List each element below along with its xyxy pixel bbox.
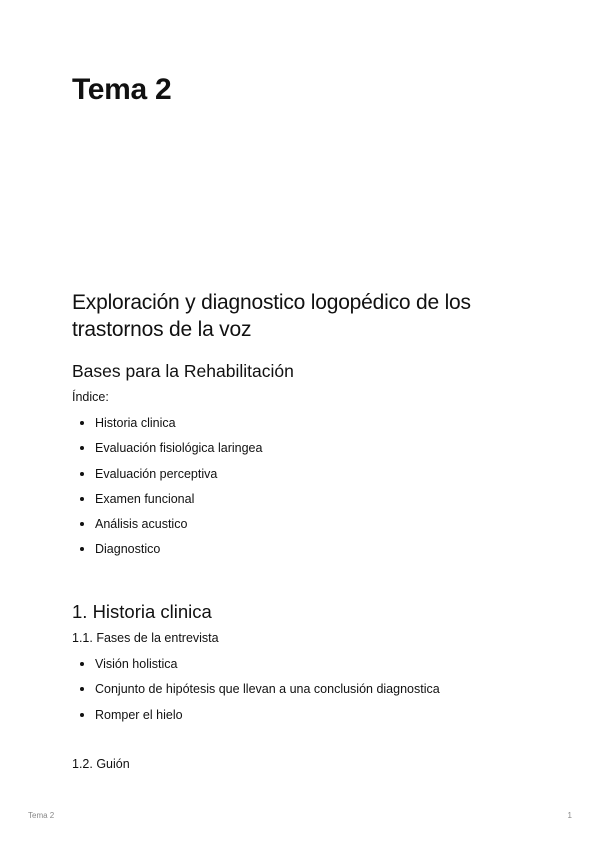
- index-label: Índice:: [72, 390, 109, 404]
- historia-heading: 1. Historia clinica: [72, 601, 212, 622]
- list-item: [72, 707, 440, 723]
- bullet-icon: [80, 687, 84, 691]
- page-title: Tema 2: [72, 73, 172, 106]
- fases-item-label: Romper el hielo: [95, 707, 183, 722]
- list-item: [72, 466, 262, 482]
- index-item-label: Historia clinica: [95, 416, 176, 430]
- footer-title: Tema 2: [28, 811, 55, 820]
- index-item-label: Evaluación fisiológica laringea: [95, 441, 263, 456]
- index-item-label: Análisis acustico: [95, 517, 188, 532]
- list-item: [72, 415, 262, 431]
- index-item-label: Evaluación perceptiva: [95, 466, 218, 481]
- fases-list: [72, 656, 440, 732]
- list-item: [72, 681, 440, 697]
- bullet-icon: [80, 421, 84, 425]
- bullet-icon: [80, 446, 84, 450]
- list-item: [72, 516, 262, 532]
- guion-label: 1.2. Guión: [72, 757, 130, 771]
- index-item-label: Diagnostico: [95, 542, 161, 557]
- subsection-title: Bases para la Rehabilitación: [72, 361, 294, 381]
- list-item: [72, 491, 262, 507]
- list-item: [72, 440, 262, 456]
- index-item-label: Examen funcional: [95, 491, 195, 506]
- index-list: [72, 415, 262, 567]
- fases-item-label: Visión holistica: [95, 657, 178, 671]
- section-title: Exploración y diagnostico logopédico de los trastornos de la voz: [72, 291, 471, 341]
- page-number: 1: [567, 811, 572, 820]
- fases-label: 1.1. Fases de la entrevista: [72, 631, 219, 645]
- bullet-icon: [80, 472, 84, 476]
- bullet-icon: [80, 522, 84, 526]
- bullet-icon: [80, 497, 84, 501]
- list-item: [72, 656, 440, 672]
- bullet-icon: [80, 662, 84, 666]
- bullet-icon: [80, 713, 84, 717]
- fases-item-label: Conjunto de hipótesis que llevan a una conclusión diagnostica: [95, 682, 440, 697]
- list-item: [72, 541, 262, 557]
- bullet-icon: [80, 547, 84, 551]
